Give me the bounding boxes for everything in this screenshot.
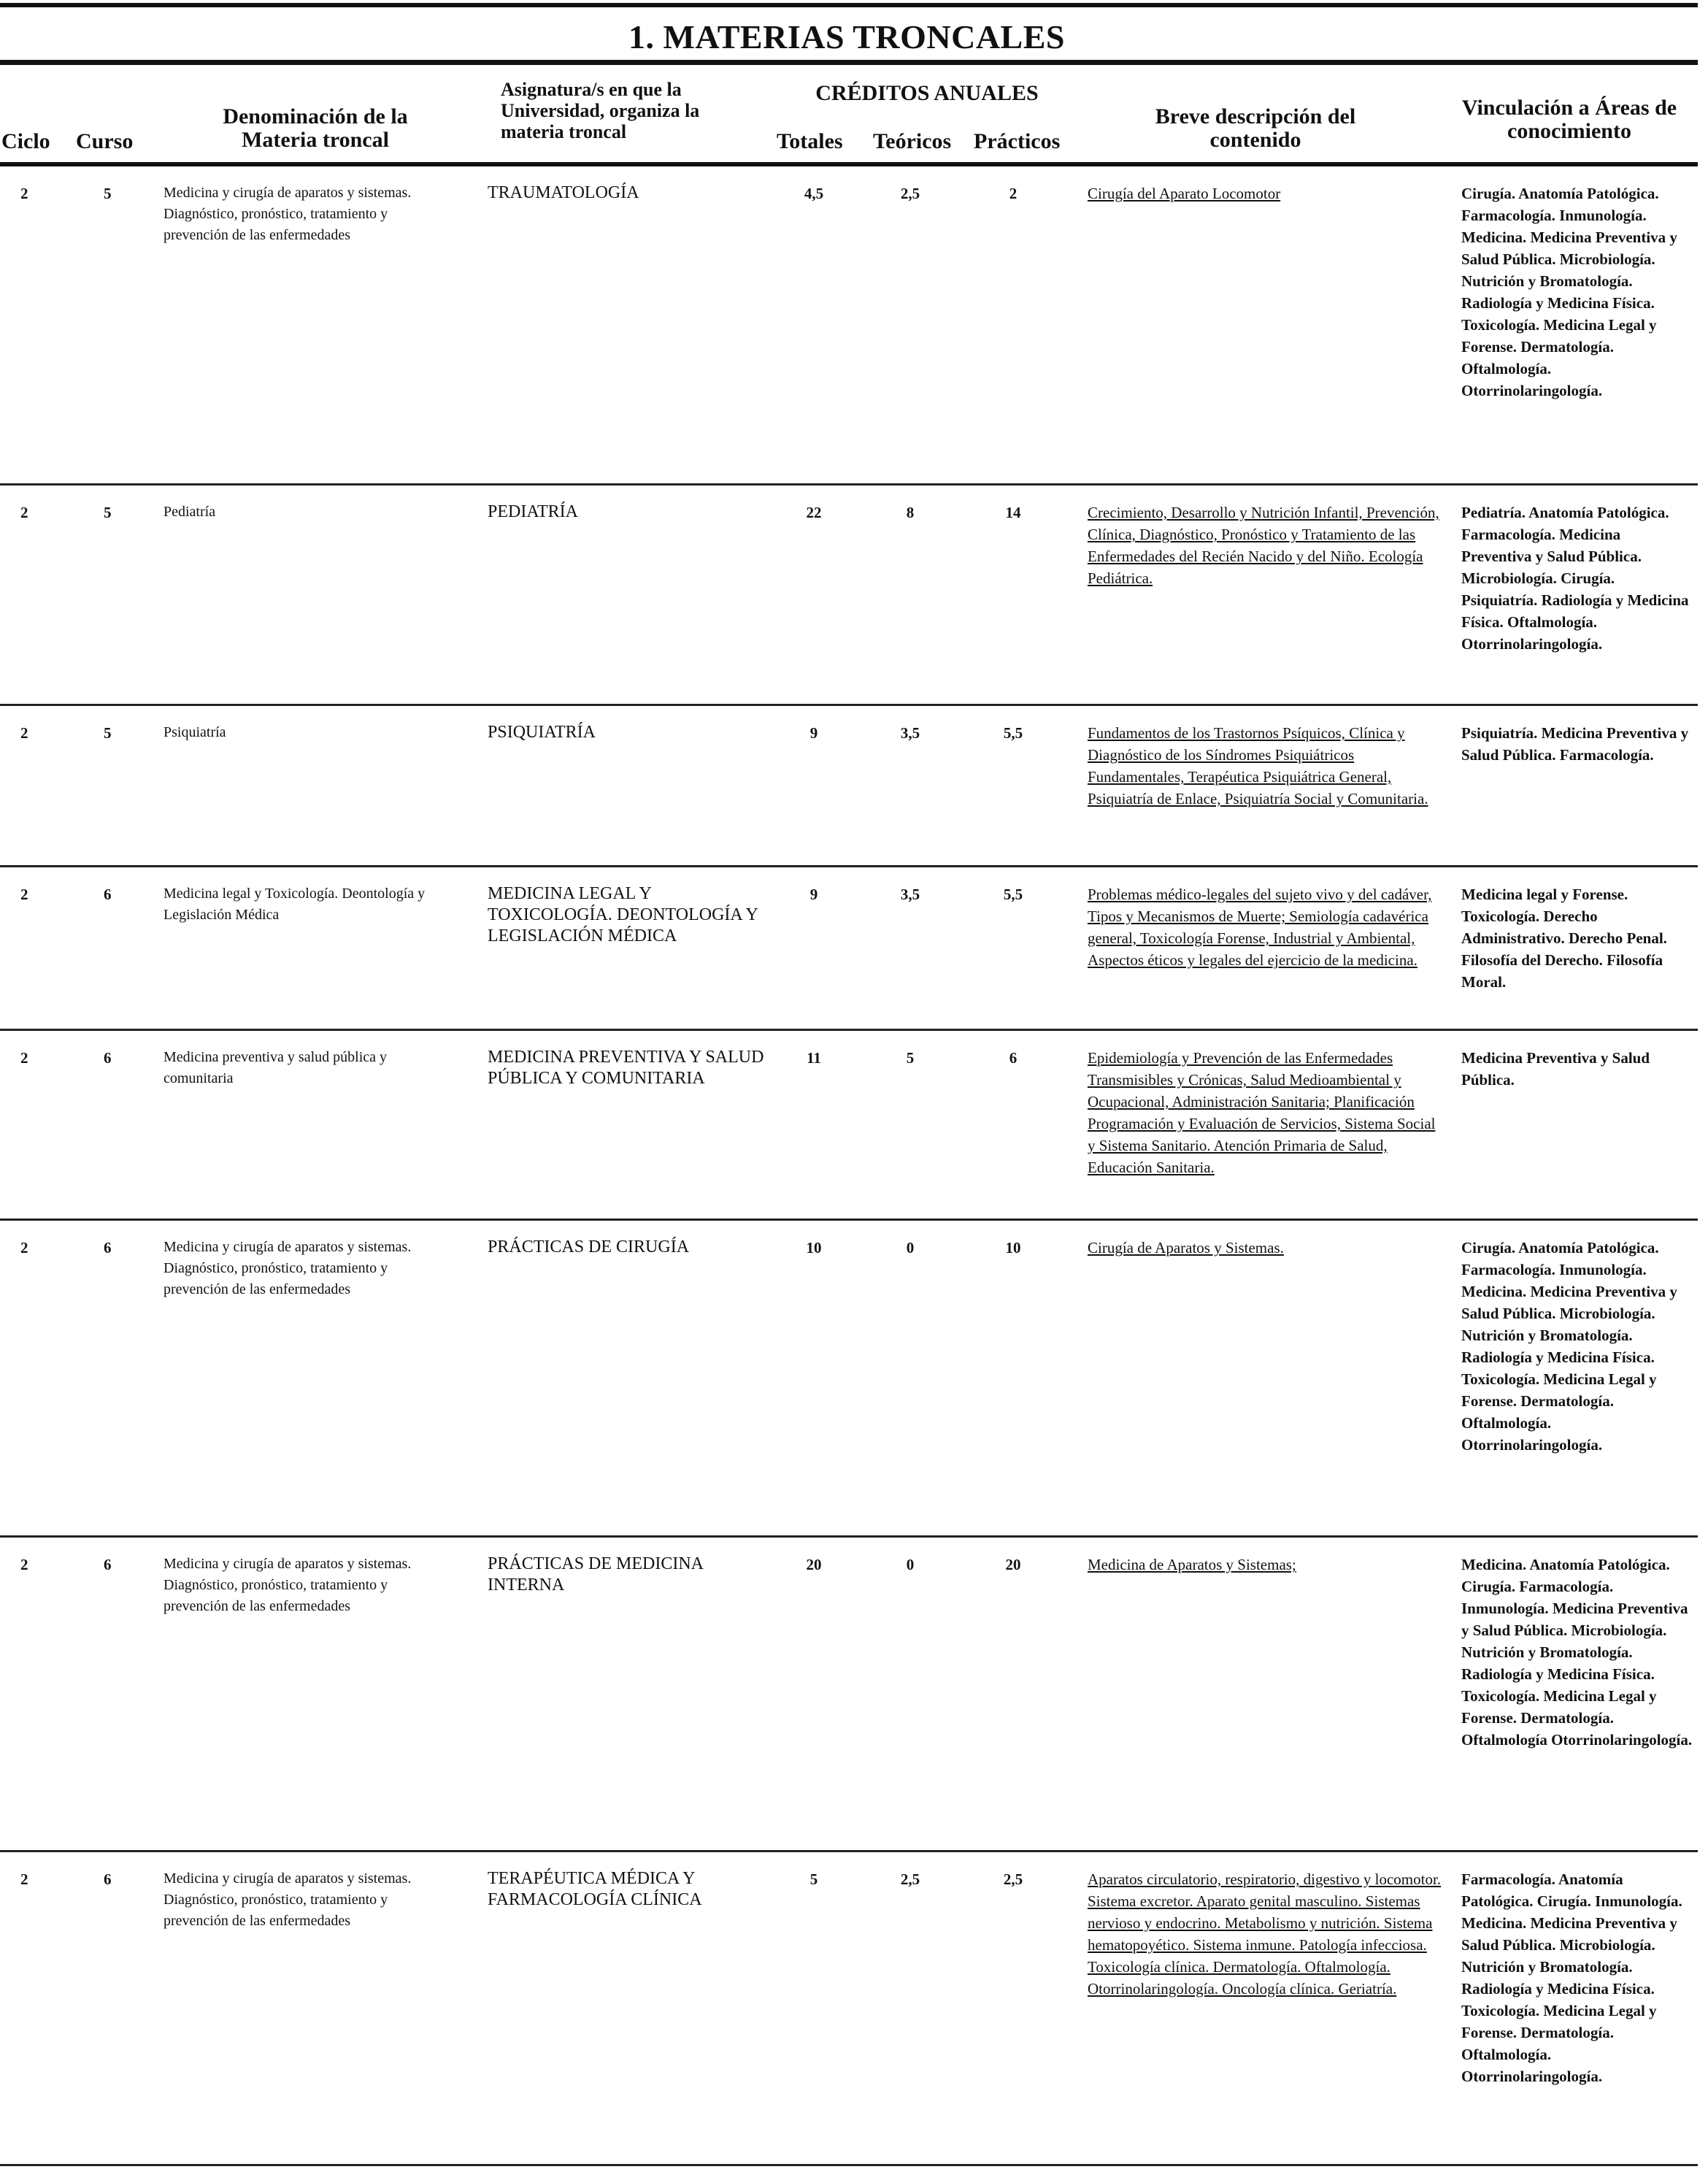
cell-asignatura: PSIQUIATRÍA — [488, 723, 596, 742]
header-denominacion: Denominación de la Materia troncal — [223, 104, 408, 152]
cell-ciclo: 2 — [20, 1870, 28, 1888]
table-row — [0, 166, 1698, 486]
header-creditos: CRÉDITOS ANUALES — [815, 81, 1039, 105]
cell-creditos-practicos: 2 — [1009, 185, 1018, 202]
row-divider — [0, 2164, 1698, 2166]
cell-asignatura: MEDICINA PREVENTIVA Y SALUD PÚBLICA Y COMUNITARIA — [488, 1048, 764, 1088]
cell-areas-conocimiento: Medicina Preventiva y Salud Pública. — [1461, 1049, 1650, 1089]
cell-areas-conocimiento: Medicina legal y Forense. Toxicología. Derecho Administrativo. Derecho Penal. Filosofía del Derecho. Filosofía Moral. — [1461, 886, 1667, 991]
cell-descripcion: Cirugía del Aparato Locomotor — [1088, 185, 1281, 202]
cell-areas-conocimiento: Medicina. Anatomía Patológica. Cirugía. Farmacología. Inmunología. Medicina Preventiva y Salud Pública. Microbiología. Nutrición y Bromatología. Radiología y Medicina Física. Toxicología. Medicina Legal y Forense. Dermatología. Oftalmología Otorrinolaringología. — [1461, 1556, 1693, 1749]
cell-asignatura: MEDICINA LEGAL Y TOXICOLOGÍA. DEONTOLOGÍA Y LEGISLACIÓN MÉDICA — [488, 884, 758, 945]
cell-materia-troncal: Medicina legal y Toxicología. Deontología y Legislación Médica — [164, 886, 426, 923]
header-descripcion: Breve descripción del contenido — [1155, 104, 1356, 152]
cell-creditos-totales: 9 — [809, 886, 818, 903]
cell-materia-troncal: Medicina preventiva y salud pública y comunitaria — [164, 1049, 388, 1086]
cell-asignatura: PRÁCTICAS DE MEDICINA INTERNA — [488, 1554, 703, 1595]
cell-creditos-practicos: 20 — [1005, 1556, 1021, 1573]
cell-materia-troncal: Medicina y cirugía de aparatos y sistemas. Diagnóstico, pronóstico, tratamiento y prevención de las enfermedades — [164, 1239, 412, 1297]
cell-creditos-teoricos: 3,5 — [900, 724, 920, 742]
cell-descripcion: Fundamentos de los Trastornos Psíquicos, Clínica y Diagnóstico de los Síndromes Psiquiátricos Fundamentales, Terapéutica Psiquiátrica General, Psiquiatría de Enlace, Psiquiatría Social y Comunitaria. — [1088, 724, 1428, 807]
cell-asignatura: PEDIATRÍA — [488, 502, 578, 521]
cell-ciclo: 2 — [20, 1049, 28, 1067]
cell-curso: 6 — [104, 1239, 112, 1256]
cell-areas-conocimiento: Cirugía. Anatomía Patológica. Farmacología. Inmunología. Medicina. Medicina Preventiva y Salud Pública. Microbiología. Nutrición y Bromatología. Radiología y Medicina Física. Toxicología. Medicina Legal y Forense. Dermatología. Oftalmología. Otorrinolaringología. — [1461, 1239, 1677, 1454]
header-vinculacion: Vinculación a Áreas de conocimiento — [1461, 96, 1677, 143]
cell-curso: 5 — [104, 185, 112, 202]
cell-descripcion: Medicina de Aparatos y Sistemas; — [1088, 1556, 1296, 1573]
cell-creditos-teoricos: 8 — [906, 504, 915, 521]
cell-descripcion: Cirugía de Aparatos y Sistemas. — [1088, 1239, 1284, 1256]
cell-areas-conocimiento: Farmacología. Anatomía Patológica. Cirugía. Inmunología. Medicina. Medicina Preventiva y Salud Pública. Microbiología. Nutrición y Bromatología. Radiología y Medicina Física. Toxicología. Medicina Legal y Forense. Dermatología. Oftalmología. Otorrinolaringología. — [1461, 1870, 1682, 2085]
cell-creditos-practicos: 5,5 — [1003, 724, 1023, 742]
cell-ciclo: 2 — [20, 1556, 28, 1573]
cell-descripcion: Crecimiento, Desarrollo y Nutrición Infantil, Prevención, Clínica, Diagnóstico, Pronóstico y Tratamiento de las Enfermedades del Recién Nacido y del Niño. Ecología Pediátrica. — [1088, 504, 1439, 587]
cell-ciclo: 2 — [20, 1239, 28, 1256]
cell-curso: 5 — [104, 504, 112, 521]
header-teoricos: Teóricos — [873, 129, 952, 153]
cell-materia-troncal: Psiquiatría — [164, 724, 226, 740]
cell-creditos-practicos: 10 — [1005, 1239, 1021, 1256]
cell-areas-conocimiento: Cirugía. Anatomía Patológica. Farmacología. Inmunología. Medicina. Medicina Preventiva y Salud Pública. Microbiología. Nutrición y Bromatología. Radiología y Medicina Física. Toxicología. Medicina Legal y Forense. Dermatología. Oftalmología. Otorrinolaringología. — [1461, 185, 1677, 399]
cell-creditos-totales: 5 — [809, 1870, 818, 1888]
cell-creditos-totales: 9 — [809, 724, 818, 742]
header-curso: Curso — [76, 129, 134, 153]
cell-asignatura: PRÁCTICAS DE CIRUGÍA — [488, 1237, 690, 1256]
cell-creditos-practicos: 14 — [1005, 504, 1021, 521]
cell-descripcion: Aparatos circulatorio, respiratorio, digestivo y locomotor. Sistema excretor. Aparato genital masculino. Sistemas nervioso y endocrino. Metabolismo y nutrición. Sistema hematopoyético. Sistema inmune. Patología infecciosa. Toxicología clínica. Dermatología. Oftalmología. Otorrinolaringología. Oncología clínica. Geriatría. — [1088, 1870, 1442, 1998]
cell-creditos-totales: 4,5 — [804, 185, 824, 202]
cell-creditos-totales: 11 — [807, 1049, 821, 1067]
cell-creditos-teoricos: 2,5 — [900, 185, 920, 202]
cell-creditos-teoricos: 0 — [906, 1239, 915, 1256]
cell-creditos-totales: 10 — [806, 1239, 822, 1256]
cell-asignatura: TERAPÉUTICA MÉDICA Y FARMACOLOGÍA CLÍNICA — [488, 1869, 702, 1909]
cell-materia-troncal: Medicina y cirugía de aparatos y sistemas. Diagnóstico, pronóstico, tratamiento y prevención de las enfermedades — [164, 1556, 412, 1614]
cell-creditos-practicos: 5,5 — [1003, 886, 1023, 903]
cell-descripcion: Problemas médico-legales del sujeto vivo y del cadáver, Tipos y Mecanismos de Muerte; Semiología cadavérica general, Toxicología Forense, Industrial y Ambiental, Aspectos éticos y legales del ejercicio de la medicina. — [1088, 886, 1432, 969]
cell-creditos-practicos: 6 — [1009, 1049, 1018, 1067]
cell-materia-troncal: Pediatría — [164, 504, 216, 520]
table-row — [0, 867, 1698, 1031]
cell-asignatura: TRAUMATOLOGÍA — [488, 183, 639, 202]
cell-ciclo: 2 — [20, 724, 28, 742]
cell-creditos-teoricos: 2,5 — [900, 1870, 920, 1888]
cell-descripcion: Epidemiología y Prevención de las Enfermedades Transmisibles y Crónicas, Salud Medioambiental y Ocupacional, Administración Sanitaria; Planificación Programación y Evaluación de Servicios, Sistema Social y Sistema Sanitario. Atención Primaria de Salud, Educación Sanitaria. — [1088, 1049, 1436, 1176]
top-rule — [0, 3, 1698, 7]
table-row — [0, 706, 1698, 867]
cell-creditos-teoricos: 5 — [906, 1049, 915, 1067]
header-practicos: Prácticos — [974, 129, 1061, 153]
cell-creditos-practicos: 2,5 — [1003, 1870, 1023, 1888]
cell-materia-troncal: Medicina y cirugía de aparatos y sistemas. Diagnóstico, pronóstico, tratamiento y prevención de las enfermedades — [164, 185, 412, 243]
cell-curso: 6 — [104, 1049, 112, 1067]
cell-areas-conocimiento: Pediatría. Anatomía Patológica. Farmacología. Medicina Preventiva y Salud Pública. Microbiología. Cirugía. Psiquiatría. Radiología y Medicina Física. Oftalmología. Otorrinolaringología. — [1461, 504, 1689, 653]
cell-creditos-totales: 20 — [806, 1556, 822, 1573]
table-row — [0, 1031, 1698, 1221]
header-ciclo: Ciclo — [1, 129, 50, 153]
cell-ciclo: 2 — [20, 504, 28, 521]
cell-curso: 5 — [104, 724, 112, 742]
cell-curso: 6 — [104, 886, 112, 903]
table-row — [0, 1852, 1698, 2166]
cell-curso: 6 — [104, 1556, 112, 1573]
header-totales: Totales — [777, 129, 843, 153]
cell-creditos-teoricos: 0 — [906, 1556, 915, 1573]
cell-creditos-totales: 22 — [806, 504, 822, 521]
cell-curso: 6 — [104, 1870, 112, 1888]
cell-areas-conocimiento: Psiquiatría. Medicina Preventiva y Salud Pública. Farmacología. — [1461, 724, 1689, 764]
table-row — [0, 1538, 1698, 1852]
cell-materia-troncal: Medicina y cirugía de aparatos y sistemas. Diagnóstico, pronóstico, tratamiento y prevención de las enfermedades — [164, 1870, 412, 1929]
page-title: 1. MATERIAS TRONCALES — [628, 18, 1065, 55]
title-rule — [0, 60, 1698, 65]
header-asignatura: Asignatura/s en que la Universidad, organiza la materia troncal — [501, 79, 700, 142]
table-row — [0, 1221, 1698, 1538]
cell-creditos-teoricos: 3,5 — [900, 886, 920, 903]
table-row — [0, 486, 1698, 706]
cell-ciclo: 2 — [20, 185, 28, 202]
cell-ciclo: 2 — [20, 886, 28, 903]
